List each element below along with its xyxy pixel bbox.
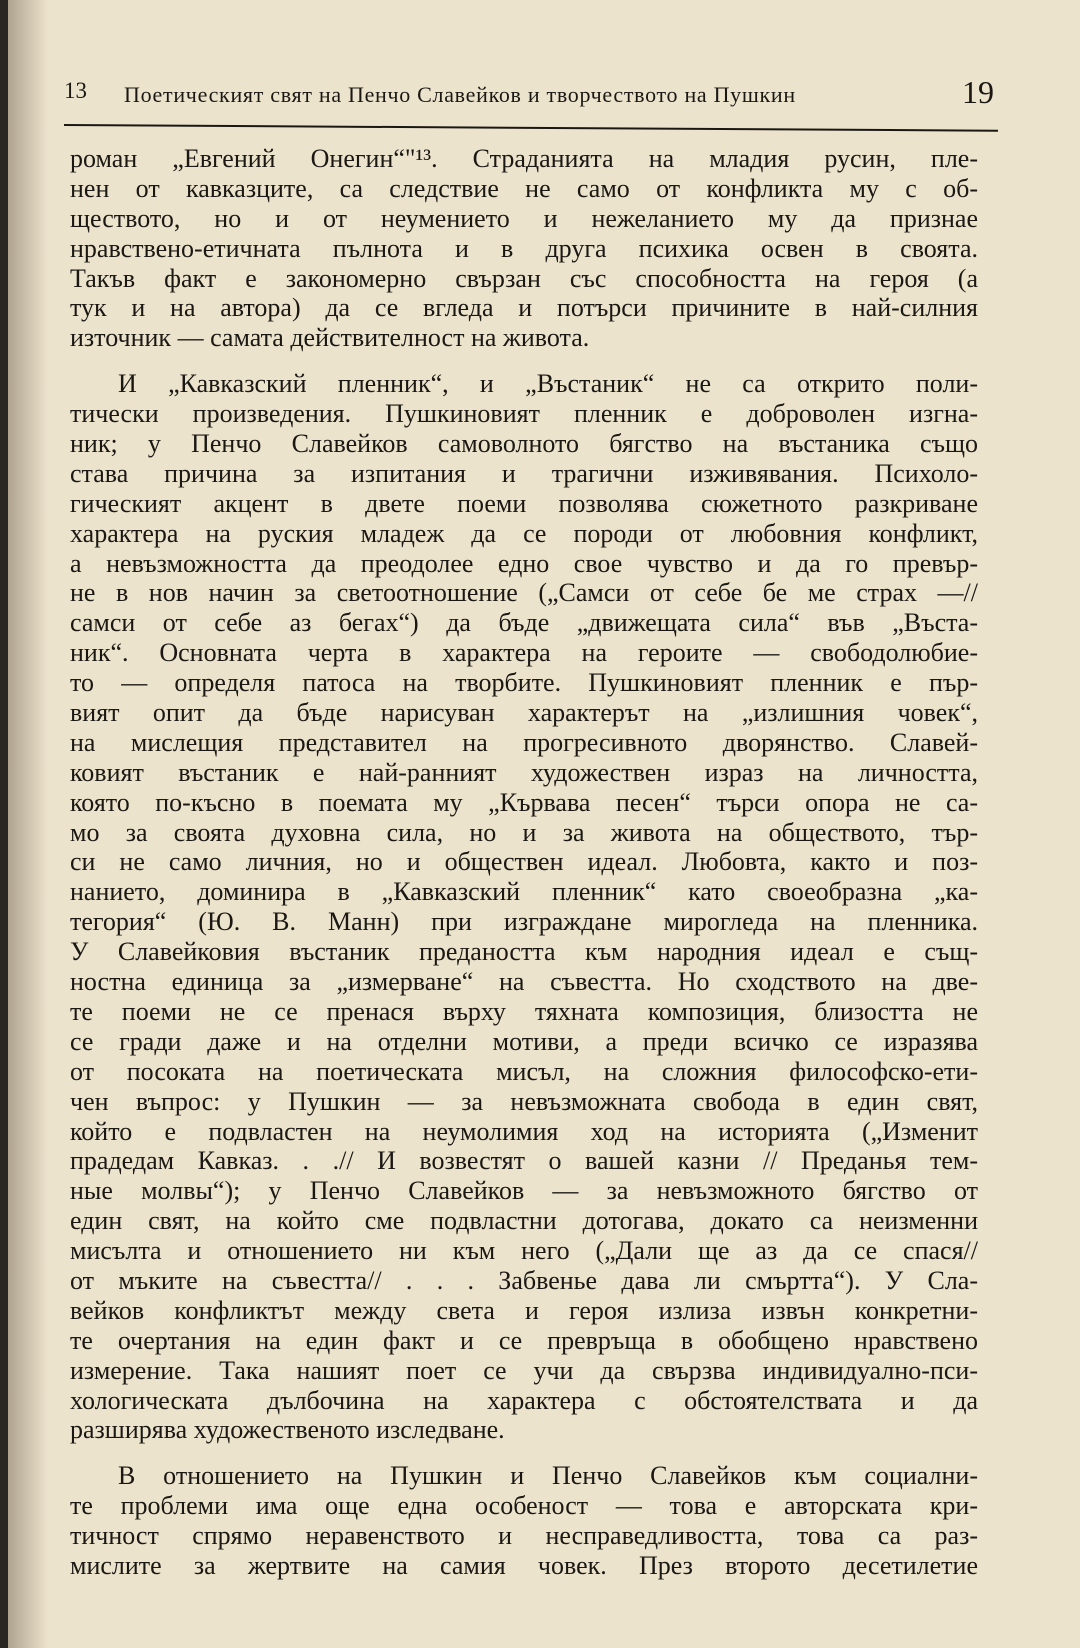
text-line: на мислещия представител на прогресивното дворянство. Славей- — [70, 727, 978, 757]
text-line: се гради даже и на отделни мотиви, а преди всичко се изразява — [70, 1026, 978, 1056]
text-line: от посоката на поетическата мисъл, на сложния философско-ети- — [70, 1056, 978, 1086]
text-line: У Славейковия въстаник предаността към народния идеал е същ- — [70, 937, 978, 967]
text-line: от мъките на съвестта// . . . Забвенье дава ли смъртта“). У Сла- — [70, 1265, 978, 1295]
text-line: Такъв факт е закономерно свързан със способността на героя (а — [70, 263, 978, 293]
page-number: 19 — [962, 74, 994, 110]
text-line: хологическата дълбочина на характера с обстоятелствата и да — [70, 1385, 978, 1415]
running-head — [64, 72, 994, 116]
text-line: който е подвластен на неумолимия ход на историята („Изменит — [70, 1116, 978, 1146]
text-line: става причина за изпитания и трагични изживявания. Психоло- — [70, 458, 978, 488]
text-line: то — определя патоса на творбите. Пушкиновият пленник е пър- — [70, 668, 978, 698]
text-line: си не само личния, но и обществен идеал. Любовта, както и поз- — [70, 847, 978, 877]
text-line: тегория“ (Ю. В. Манн) при изграждане мирогледа на пленника. — [70, 907, 978, 937]
text-line: ществото, но и от неумението и нежеланието му да признае — [70, 203, 978, 233]
text-line: ник; у Пенчо Славейков самоволното бягство на въстаника също — [70, 429, 978, 459]
text-line: нен от кавказците, са следствие не само от конфликта му с об- — [70, 173, 978, 203]
text-line: тук и на автора) да се вгледа и потърси причините в най-силния — [70, 293, 978, 323]
text-line: мислите за жертвите на самия човек. През второто десетилетие — [70, 1550, 978, 1580]
text-line: роман „Евгений Онегин“"¹³. Страданията на младия русин, пле- — [70, 144, 978, 173]
text-line: В отношението на Пушкин и Пенчо Славейков към социални- — [118, 1461, 978, 1491]
text-line: тически произведения. Пушкиновият пленник е доброволен изгна- — [70, 399, 978, 429]
text-line: ные молвы“); у Пенчо Славейков — за невъзможното бягство от — [70, 1176, 978, 1206]
text-line: гическият акцент в двете поеми позволява сюжетното разкриване — [70, 488, 978, 518]
binding-shadow — [8, 0, 48, 1648]
text-line: прадедам Кавказ. . .// И возвестят о вашей казни // Преданья тем- — [70, 1146, 978, 1176]
text-line: вейков конфликтът между света и героя излиза извън конкретни- — [70, 1295, 978, 1325]
text-line: те поеми не се пренася върху тяхната композиция, близостта не — [70, 996, 978, 1026]
paragraph — [70, 144, 978, 353]
chapter-number: 13 — [64, 78, 87, 103]
text-line: И „Кавказский пленник“, и „Въстаник“ не са открито поли- — [118, 369, 978, 399]
text-line: вият опит да бъде нарисуван характерът на „излишния човек“, — [70, 698, 978, 728]
text-line: един свят, на който сме подвластни дотогава, докато са неизменни — [70, 1206, 978, 1236]
text-line: нравствено-етичната пълнота и в друга психика освен в своята. — [70, 233, 978, 263]
text-line: характера на руския младеж да се породи от любовния конфликт, — [70, 518, 978, 548]
text-line: нанието, доминира в „Кавказский пленник“ като своеобразна „ка- — [70, 877, 978, 907]
text-line: мисълта и отношението ни към него („Дали ще аз да се спася// — [70, 1236, 978, 1266]
text-line: а невъзможността да преодолее едно свое чувство и да го превър- — [70, 548, 978, 578]
body-text — [70, 144, 978, 1581]
text-line: не в нов начин за светоотношение („Самси от себе бе ме страх —// — [70, 578, 978, 608]
text-line: чен въпрос: у Пушкин — за невъзможната свобода в един свят, — [70, 1086, 978, 1116]
text-line: те проблеми има още една особеност — това е авторската кри- — [70, 1491, 978, 1521]
text-line: мо за своята духовна сила, но и за живота на обществото, тър- — [70, 817, 978, 847]
text-line: измерение. Така нашият поет се учи да свързва индивидуално-пси- — [70, 1355, 978, 1385]
running-head-title: Поетическият свят на Пенчо Славейков и творчеството на Пушкин — [124, 82, 796, 107]
text-line: ностна единица за „измерване“ на съвестта. Но сходството на две- — [70, 967, 978, 997]
text-line: ковият въстаник е най-ранният художествен израз на личността, — [70, 757, 978, 787]
book-page — [8, 0, 1080, 1648]
text-line: ник“. Основната черта в характера на героите — свободолюбие- — [70, 638, 978, 668]
header-rule — [64, 124, 998, 132]
text-line: самси от себе аз бегах“) да бъде „движещата сила“ във „Въста- — [70, 608, 978, 638]
paragraph-gap — [70, 353, 978, 369]
paragraph-gap — [70, 1445, 978, 1461]
text-line: която по-късно в поемата му „Кървава песен“ търси опора не са- — [70, 787, 978, 817]
text-line: тичност спрямо неравенството и несправедливостта, това са раз- — [70, 1521, 978, 1551]
paragraph — [70, 369, 978, 1445]
text-line: източник — самата действителност на живота. — [70, 323, 590, 353]
paragraph — [70, 1461, 978, 1581]
text-line: те очертания на един факт и се превръща в обобщено нравствено — [70, 1325, 978, 1355]
text-line: разширява художественото изследване. — [70, 1415, 505, 1445]
